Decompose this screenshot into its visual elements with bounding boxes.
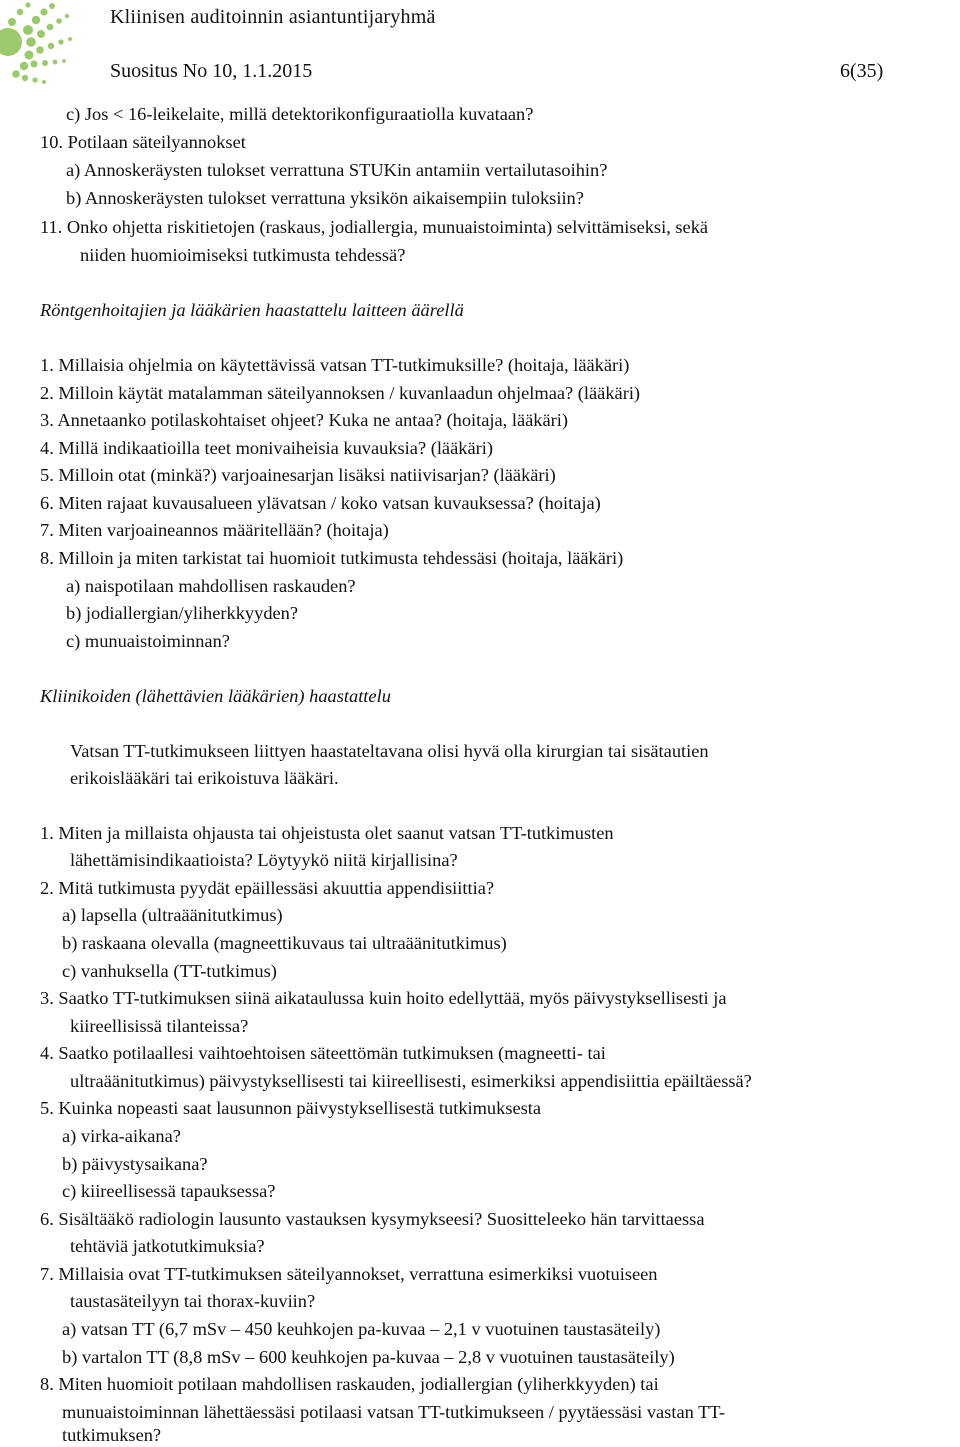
list-item: 7. Miten varjoaineannos määritellään? (hoitaja) — [40, 520, 389, 540]
organization-name: Kliinisen auditoinnin asiantuntijaryhmä — [110, 6, 436, 28]
organization-logo — [0, 0, 86, 86]
list-item: 4. Saatko potilaallesi vaihtoehtoisen säteettömän tutkimuksen (magneetti- tai — [40, 1043, 606, 1063]
text-line: a) Annoskeräysten tulokset verrattuna STUKin antamiin vertailutasoihin? — [66, 160, 608, 180]
text-line: 11. Onko ohjetta riskitietojen (raskaus, jodiallergia, munuaistoiminta) selvittämiseksi, sekä — [40, 217, 709, 237]
list-item: 4. Millä indikaatioilla teet monivaiheisia kuvauksia? (lääkäri) — [40, 438, 493, 458]
list-subitem: a) lapsella (ultraäänitutkimus) — [62, 905, 283, 925]
list-item: 2. Milloin käytät matalamman säteilyannoksen / kuvanlaadun ohjelmaa? (lääkäri) — [40, 383, 641, 403]
list-subitem: c) munuaistoiminnan? — [66, 631, 230, 651]
list-item: 1. Millaisia ohjelmia on käytettävissä vatsan TT-tutkimuksille? (hoitaja, lääkäri) — [40, 355, 630, 375]
list-subitem: a) vatsan TT (6,7 mSv – 450 keuhkojen pa-kuvaa – 2,1 v vuotuinen taustasäteily) — [62, 1319, 661, 1339]
paragraph-line: Vatsan TT-tutkimukseen liittyen haastateltavana olisi hyvä olla kirurgian tai sisätautien — [70, 741, 709, 761]
list-subitem: c) vanhuksella (TT-tutkimus) — [62, 961, 277, 981]
list-subitem: a) naispotilaan mahdollisen raskauden? — [66, 576, 356, 596]
section-heading: Kliinikoiden (lähettävien lääkärien) haastattelu — [40, 686, 391, 706]
list-item: 5. Milloin otat (minkä?) varjoainesarjan lisäksi natiivisarjan? (lääkäri) — [40, 465, 556, 485]
list-item-continuation: ultraäänitutkimus) päivystyksellisesti tai kiireellisesti, esimerkiksi appendisiittia epäiltäessä? — [70, 1071, 752, 1091]
list-item-continuation: kiireellisissä tilanteissa? — [70, 1016, 249, 1036]
text-line: niiden huomioimiseksi tutkimusta tehdessä? — [80, 245, 406, 265]
list-item: 6. Sisältääkö radiologin lausunto vastauksen kysymykseesi? Suositteleeko hän tarvittaessa — [40, 1209, 705, 1229]
list-item-continuation: munuaistoiminnan lähettäessäsi potilaasi vatsan TT-tutkimukseen / pyytäessäsi vastan TT- — [62, 1402, 725, 1422]
list-subitem: b) päivystysaikana? — [62, 1154, 208, 1174]
list-subitem: a) virka-aikana? — [62, 1126, 181, 1146]
list-item: 3. Saatko TT-tutkimuksen siinä aikataulussa kuin hoito edellyttää, myös päivystyksellisesti ja — [40, 988, 727, 1008]
list-item: 5. Kuinka nopeasti saat lausunnon päivystyksellisestä tutkimuksesta — [40, 1098, 542, 1118]
list-item-continuation: lähettämisindikaatioista? Löytyykö niitä kirjallisina? — [70, 850, 458, 870]
list-item: 8. Milloin ja miten tarkistat tai huomioit tutkimusta tehdessäsi (hoitaja, lääkäri) — [40, 548, 624, 568]
list-subitem: b) jodiallergian/yliherkkyyden? — [66, 603, 299, 623]
text-line: c) Jos < 16-leikelaite, millä detektorikonfiguraatiolla kuvataan? — [66, 104, 534, 124]
list-item: 3. Annetaanko potilaskohtaiset ohjeet? Kuka ne antaa? (hoitaja, lääkäri) — [40, 410, 569, 430]
list-item-continuation: tehtäviä jatkotutkimuksia? — [70, 1236, 265, 1256]
section-heading: Röntgenhoitajien ja lääkärien haastattelu laitteen äärellä — [40, 300, 464, 320]
list-item: 2. Mitä tutkimusta pyydät epäillessäsi akuuttia appendisiittia? — [40, 878, 495, 898]
list-item: 6. Miten rajaat kuvausalueen ylävatsan / koko vatsan kuvauksessa? (hoitaja) — [40, 493, 601, 513]
list-item: 8. Miten huomioit potilaan mahdollisen raskauden, jodiallergian (yliherkkyyden) tai — [40, 1374, 659, 1394]
list-item: 7. Millaisia ovat TT-tutkimuksen säteilyannokset, verrattuna esimerkiksi vuotuiseen — [40, 1264, 658, 1284]
list-item-continuation: taustasäteilyyn tai thorax-kuviin? — [70, 1291, 316, 1311]
list-subitem: c) kiireellisessä tapauksessa? — [62, 1181, 276, 1201]
list-item: 1. Miten ja millaista ohjausta tai ohjeistusta olet saanut vatsan TT-tutkimusten — [40, 823, 614, 843]
text-line: 10. Potilaan säteilyannokset — [40, 132, 246, 152]
paragraph-line: erikoislääkäri tai erikoistuva lääkäri. — [70, 768, 339, 788]
list-item-continuation: tutkimuksen? — [62, 1425, 162, 1445]
list-subitem: b) vartalon TT (8,8 mSv – 600 keuhkojen pa-kuvaa – 2,8 v vuotuinen taustasäteily) — [62, 1347, 675, 1367]
page-number: 6(35) — [840, 60, 884, 82]
list-subitem: b) raskaana olevalla (magneettikuvaus tai ultraäänitutkimus) — [62, 933, 507, 953]
text-line: b) Annoskeräysten tulokset verrattuna yksikön aikaisempiin tuloksiin? — [66, 188, 584, 208]
recommendation-number: Suositus No 10, 1.1.2015 — [110, 60, 313, 82]
